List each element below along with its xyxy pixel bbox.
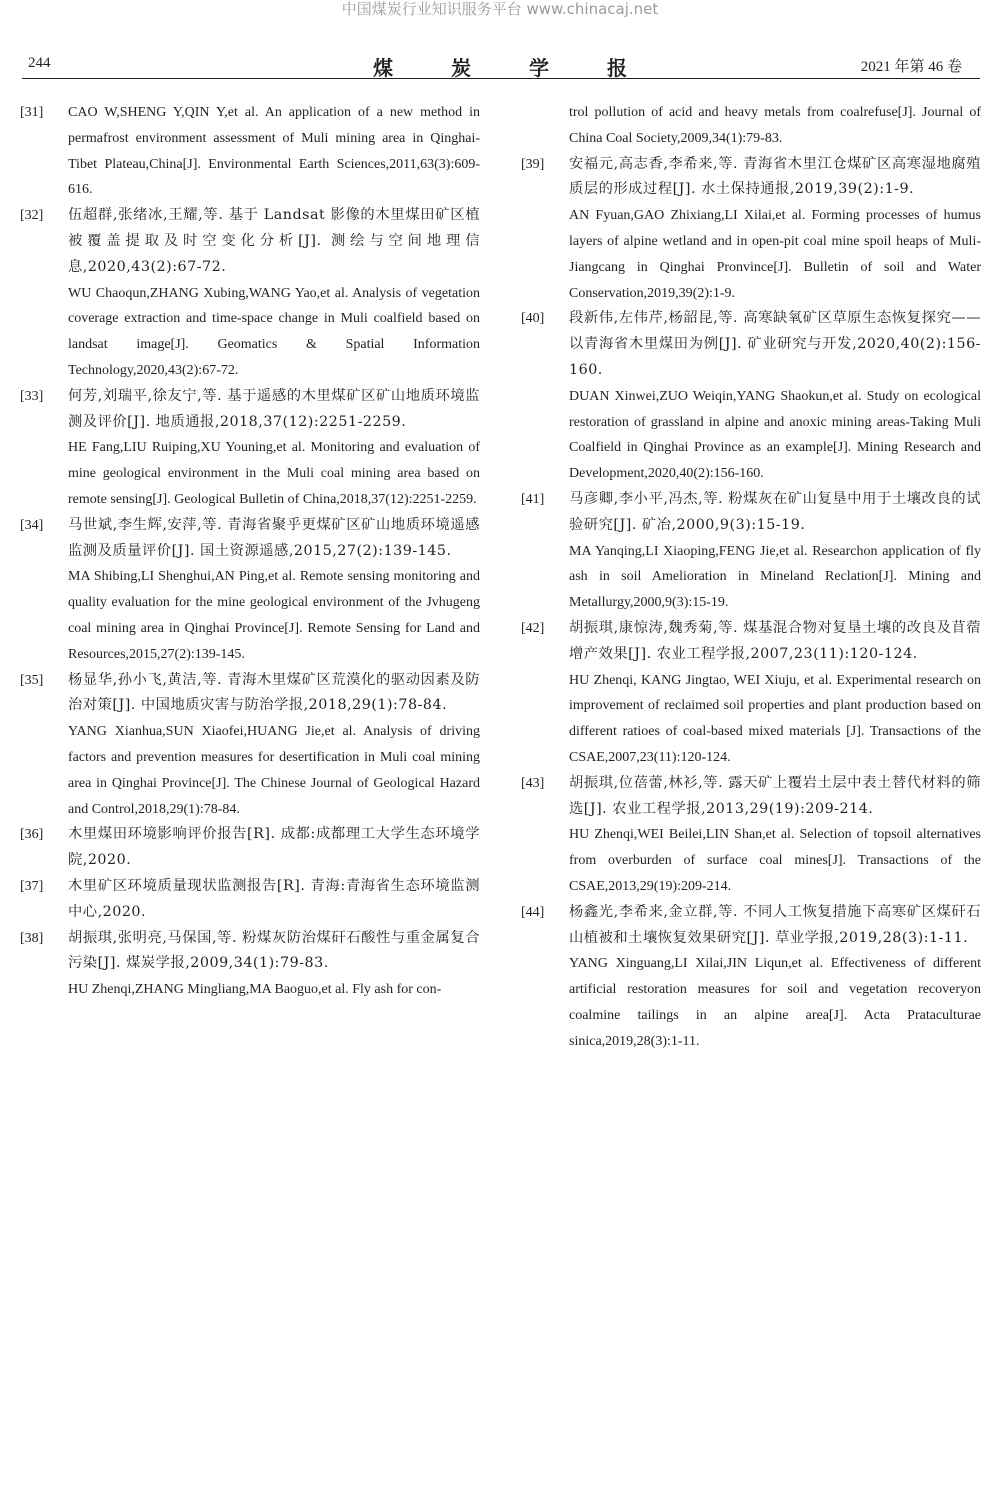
reference-body [569, 306, 981, 487]
reference-chinese-text: 杨显华,孙小飞,黄洁,等. 青海木里煤矿区荒漠化的驱动因素及防治对策[J]. 中国地质灾害与防治学报,2018,29(1):78-84. [68, 671, 480, 714]
right-reference-column [521, 100, 981, 1054]
reference-number: [39] [521, 156, 545, 172]
reference-english-text: MA Shibing,LI Shenghui,AN Ping,et al. Remote sensing monitoring and quality evaluation for the mine geological environment of the Jvhugeng coal mining area in Qinghai Province[J]. Remote Sensing for Land and Resources,2015,27(2):139-145. [68, 569, 480, 662]
reference-number: [32] [20, 208, 44, 224]
reference-chinese-text: 马彦卿,李小平,冯杰,等. 粉煤灰在矿山复垦中用于土壤改良的试验研究[J]. 矿冶,2000,9(3):15-19. [569, 490, 981, 533]
reference-english-text: CAO W,SHENG Y,QIN Y,et al. An application of a new method in permafrost environment assessment of Muli mining area in Qinghai-Tibet Plateau,China[J]. Environmental Earth Sciences,2011,63(3):609-616. [68, 105, 480, 198]
reference-chinese-text: 杨鑫光,李希来,金立群,等. 不同人工恢复措施下高寒矿区煤矸石山植被和土壤恢复效果研究[J]. 草业学报,2019,28(3):1-11. [569, 903, 981, 946]
reference-english-text: AN Fyuan,GAO Zhixiang,LI Xilai,et al. Forming processes of humus layers of alpine wetland and in open-pit coal mine spoil heaps of Muli-Jiangcang in Qinghai Pronvince[J]. Bulletin of soil and Water Conservation,2019,39(2):1-9. [569, 208, 981, 301]
reference-continuation: trol pollution of acid and heavy metals from coalrefuse[J]. Journal of China Coal Society,2009,34(1):79-83. [569, 105, 981, 146]
reference-english-text: MA Yanqing,LI Xiaoping,FENG Jie,et al. Researchon application of fly ash in soil Amelioration in Mineland Reclation[J]. Mining and Metallurgy,2000,9(3):15-19. [569, 543, 981, 611]
reference-entry [521, 616, 981, 771]
reference-entry [20, 874, 480, 926]
reference-entry [20, 384, 480, 513]
reference-entry [20, 203, 480, 384]
reference-english-text: HU Zhenqi,ZHANG Mingliang,MA Baoguo,et al. Fly ash for con- [68, 982, 442, 998]
reference-entry [521, 306, 981, 487]
reference-entry [521, 487, 981, 616]
reference-number: [36] [20, 827, 44, 843]
reference-number: [41] [521, 491, 545, 507]
reference-body [68, 668, 480, 823]
watermark: 中国煤炭行业知识服务平台 www.chinacaj.net [341, 0, 659, 18]
reference-english-text: YANG Xinguang,LI Xilai,JIN Liqun,et al. Effectiveness of different artificial restoration measures for soil and vegetation recoveryon coalmine tailings in an alpine area[J]. Acta Prataculturae sinica,2019,28(3):1-11. [569, 956, 981, 1049]
reference-number: [35] [20, 672, 44, 688]
reference-body [68, 926, 480, 1003]
journal-title: 煤炭学报 [373, 56, 685, 80]
reference-number: [34] [20, 517, 44, 533]
reference-english-text: WU Chaoqun,ZHANG Xubing,WANG Yao,et al. Analysis of vegetation coverage extraction and time-space change in Muli coalfield based on landsat image[J]. Geomatics & Spatial Information Technology,2020,43(2):67-72. [68, 285, 480, 378]
reference-number: [44] [521, 904, 545, 920]
left-reference-column [20, 100, 480, 1003]
reference-chinese-text: 何芳,刘瑞平,徐友宁,等. 基于遥感的木里煤矿区矿山地质环境监测及评价[J]. 地质通报,2018,37(12):2251-2259. [68, 387, 480, 430]
reference-body [569, 771, 981, 900]
reference-entry [20, 822, 480, 874]
reference-english-text: YANG Xianhua,SUN Xiaofei,HUANG Jie,et al. Analysis of driving factors and prevention measures for desertification in Muli coal mining area in Qinghai Province[J]. The Chinese Journal of Geological Hazard and Control,2018,29(1):78-84. [68, 724, 480, 817]
reference-body [68, 513, 480, 668]
reference-chinese-text: 木里矿区环境质量现状监测报告[R]. 青海:青海省生态环境监测中心,2020. [68, 877, 480, 920]
page-header [22, 52, 980, 79]
reference-chinese-text: 胡振琪,张明亮,马保国,等. 粉煤灰防治煤矸石酸性与重金属复合污染[J]. 煤炭学报,2009,34(1):79-83. [68, 929, 480, 972]
reference-body [68, 100, 480, 203]
reference-number: [38] [20, 930, 44, 946]
reference-entry [521, 900, 981, 1055]
reference-entry [521, 771, 981, 900]
reference-chinese-text: 胡振琪,位蓓蕾,林衫,等. 露天矿上覆岩土层中表土替代材料的筛选[J]. 农业工程学报,2013,29(19):209-214. [569, 774, 981, 817]
reference-entry [20, 668, 480, 823]
reference-number: [43] [521, 775, 545, 791]
reference-number: [31] [20, 105, 44, 120]
reference-body [68, 384, 480, 513]
reference-entry [20, 100, 480, 203]
reference-chinese-text: 段新伟,左伟芹,杨韶昆,等. 高寒缺氧矿区草原生态恢复探究——以青海省木里煤田为例[J]. 矿业研究与开发,2020,40(2):156-160. [569, 310, 981, 378]
reference-chinese-text: 木里煤田环境影响评价报告[R]. 成都:成都理工大学生态环境学院,2020. [68, 826, 480, 869]
reference-entry [20, 513, 480, 668]
reference-entry [521, 152, 981, 307]
reference-chinese-text: 马世斌,李生辉,安萍,等. 青海省聚乎更煤矿区矿山地质环境遥感监测及质量评价[J]. 国土资源遥感,2015,27(2):139-145. [68, 516, 480, 559]
reference-body [569, 900, 981, 1055]
reference-body [569, 487, 981, 616]
reference-number: [40] [521, 311, 545, 327]
reference-english-text: HE Fang,LIU Ruiping,XU Youning,et al. Monitoring and evaluation of mine geological environment in the Muli coal mining area based on remote sensing[J]. Geological Bulletin of China,2018,37(12):2251-2259. [68, 440, 480, 507]
reference-number: [33] [20, 388, 44, 404]
reference-body [68, 874, 480, 926]
reference-chinese-text: 胡振琪,康惊涛,魏秀菊,等. 煤基混合物对复垦土壤的改良及苜蓿增产效果[J]. 农业工程学报,2007,23(11):120-124. [569, 619, 981, 662]
reference-body [68, 822, 480, 874]
reference-english-text: HU Zhenqi,WEI Beilei,LIN Shan,et al. Selection of topsoil alternatives from overburden of surface coal mines[J]. Transactions of the CSAE,2013,29(19):209-214. [569, 827, 981, 894]
reference-body [569, 616, 981, 771]
reference-body [569, 152, 981, 307]
reference-body [68, 203, 480, 384]
reference-chinese-text: 安福元,高志香,李希来,等. 青海省木里江仓煤矿区高寒湿地腐殖质层的形成过程[J]. 水土保持通报,2019,39(2):1-9. [569, 155, 981, 198]
reference-english-text: DUAN Xinwei,ZUO Weiqin,YANG Shaokun,et al. Study on ecological restoration of grassland in alpine and anoxic mining areas-Taking Muli Coalfield in Qinghai Province as an example[J]. Mining Research and Development,2020,40(2):156-160. [569, 388, 981, 482]
reference-english-text: HU Zhenqi, KANG Jingtao, WEI Xiuju, et al. Experimental research on improvement of reclaimed soil properties and plant production based on different ratioes of coal-based mixed materials [J]. Transactions of the CSAE,2007,23(11):120-124. [569, 672, 981, 765]
reference-number: [42] [521, 620, 545, 636]
reference-chinese-text: 伍超群,张绪冰,王耀,等. 基于 Landsat 影像的木里煤田矿区植被覆盖提取及时空变化分析[J]. 测绘与空间地理信息,2020,43(2):67-72. [68, 207, 480, 275]
reference-entry [20, 926, 480, 1003]
volume-info: 2021 年第 46 卷 [860, 59, 962, 75]
page-number: 244 [28, 55, 51, 71]
reference-number: [37] [20, 878, 44, 894]
